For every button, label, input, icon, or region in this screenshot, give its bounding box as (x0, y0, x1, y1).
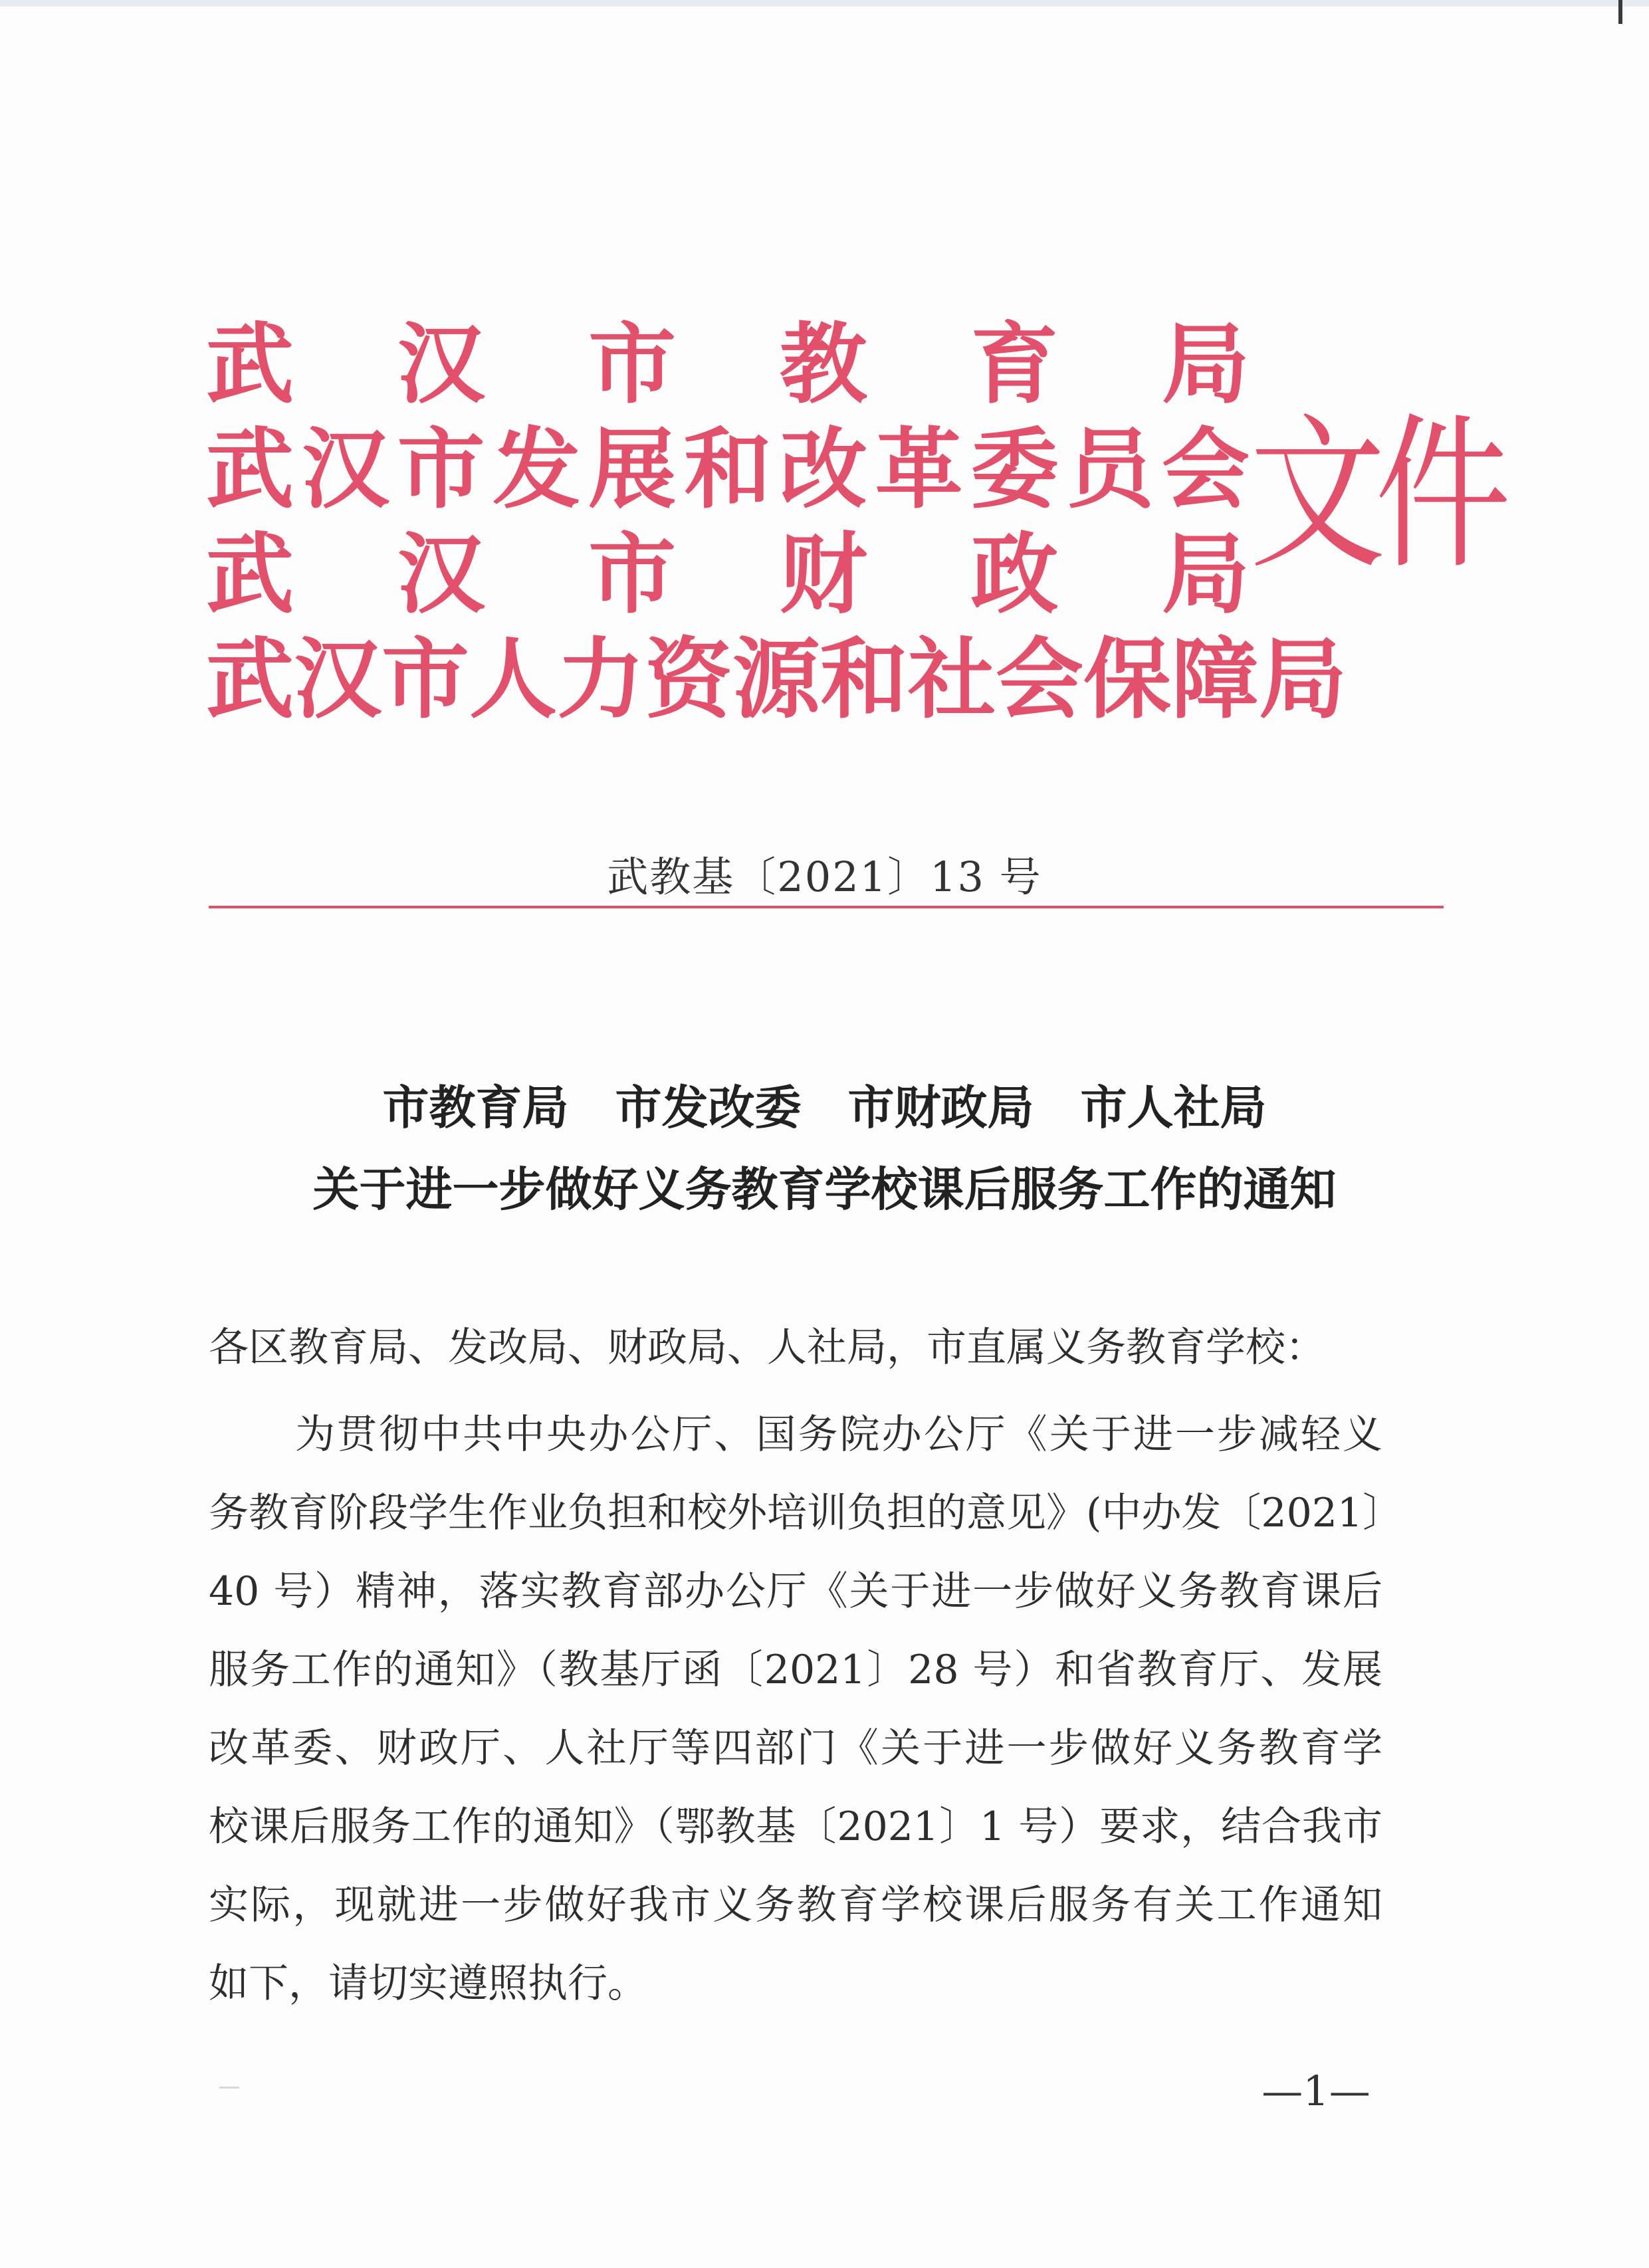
letterhead (206, 312, 1347, 732)
paragraph-line: 务教育阶段学生作业负担和校外培训负担的意见》(中办发〔2021〕 (209, 1490, 1403, 1536)
title-subject: 关于进一步做好义务教育学校课后服务工作的通知 (312, 1162, 1337, 1217)
letterhead-line-4 (206, 627, 1347, 732)
letterhead-char: 委 (970, 418, 1059, 521)
letterhead-char: 和 (683, 418, 772, 521)
letterhead-char: 障 (1171, 628, 1259, 731)
paragraph-line: 服务工作的通知》（教基厅函〔2021〕28 号）和省教育厅、发展 (209, 1647, 1382, 1693)
letterhead-char: 市 (588, 313, 677, 416)
paragraph-line: 为贯彻中共中央办公厅、国务院办公厅《关于进一步减轻义 (295, 1411, 1382, 1458)
page-number: —1— (1262, 2067, 1371, 2115)
letterhead-char: 武 (206, 418, 294, 521)
paragraph-line: 实际，现就进一步做好我市义务教育学校课后服务有关工作通知 (209, 1882, 1382, 1928)
letterhead-char: 财 (779, 523, 867, 626)
letterhead-char: 局 (1161, 313, 1250, 416)
red-divider (209, 906, 1444, 908)
letterhead-char: 社 (908, 628, 996, 731)
letterhead-char: 会 (1161, 418, 1250, 521)
letterhead-char: 市 (588, 523, 677, 626)
letterhead-char: 汉 (397, 313, 485, 416)
salutation: 各区教育局、发改局、财政局、人社局，市直属义务教育学校： (209, 1324, 1325, 1371)
paragraph-line: 40 号）精神，落实教育部办公厅《关于进一步做好义务教育课后 (209, 1568, 1382, 1615)
letterhead-char: 育 (970, 313, 1059, 416)
letterhead-char: 武 (206, 313, 294, 416)
letterhead-char: 市 (382, 628, 469, 731)
letterhead-char: 汉 (301, 418, 389, 521)
letterhead-char: 改 (779, 418, 867, 521)
letterhead-line-1 (206, 312, 1250, 417)
letterhead-line-3 (206, 522, 1250, 627)
letterhead-char: 保 (1083, 628, 1171, 731)
letterhead-char: 发 (493, 418, 581, 521)
letterhead-char: 员 (1066, 418, 1154, 521)
scan-artifact (219, 2087, 239, 2089)
scan-mark (1618, 0, 1622, 24)
letterhead-char: 和 (820, 628, 908, 731)
letterhead-char: 汉 (397, 523, 485, 626)
letterhead-char: 资 (645, 628, 732, 731)
letterhead-char: 源 (732, 628, 820, 731)
document-number: 武教基〔2021〕13 号 (607, 853, 1042, 901)
letterhead-line-2 (206, 417, 1250, 522)
scan-edge (0, 0, 1649, 7)
letterhead-char: 武 (206, 628, 294, 731)
letterhead-char: 汉 (294, 628, 382, 731)
letterhead-char: 市 (397, 418, 485, 521)
paragraph-line: 改革委、财政厅、人社厅等四部门《关于进一步做好义务教育学 (209, 1725, 1382, 1772)
letterhead-char: 人 (469, 628, 557, 731)
paragraph-line: 校课后服务工作的通知》（鄂教基〔2021〕1 号）要求，结合我市 (209, 1804, 1382, 1850)
letterhead-char: 武 (206, 523, 294, 626)
letterhead-suffix: 文件 (1250, 398, 1501, 591)
letterhead-char: 力 (557, 628, 645, 731)
letterhead-char: 革 (875, 418, 963, 521)
letterhead-char: 展 (588, 418, 677, 521)
letterhead-char: 教 (779, 313, 867, 416)
title-issuers: 市教育局 市发改委 市财政局 市人社局 (382, 1080, 1267, 1135)
letterhead-char: 政 (970, 523, 1059, 626)
letterhead-char: 局 (1259, 628, 1347, 731)
body-paragraph (209, 1395, 1403, 2023)
paragraph-line: 如下，请切实遵照执行。 (209, 1960, 647, 2007)
letterhead-char: 局 (1161, 523, 1250, 626)
letterhead-char: 会 (996, 628, 1083, 731)
